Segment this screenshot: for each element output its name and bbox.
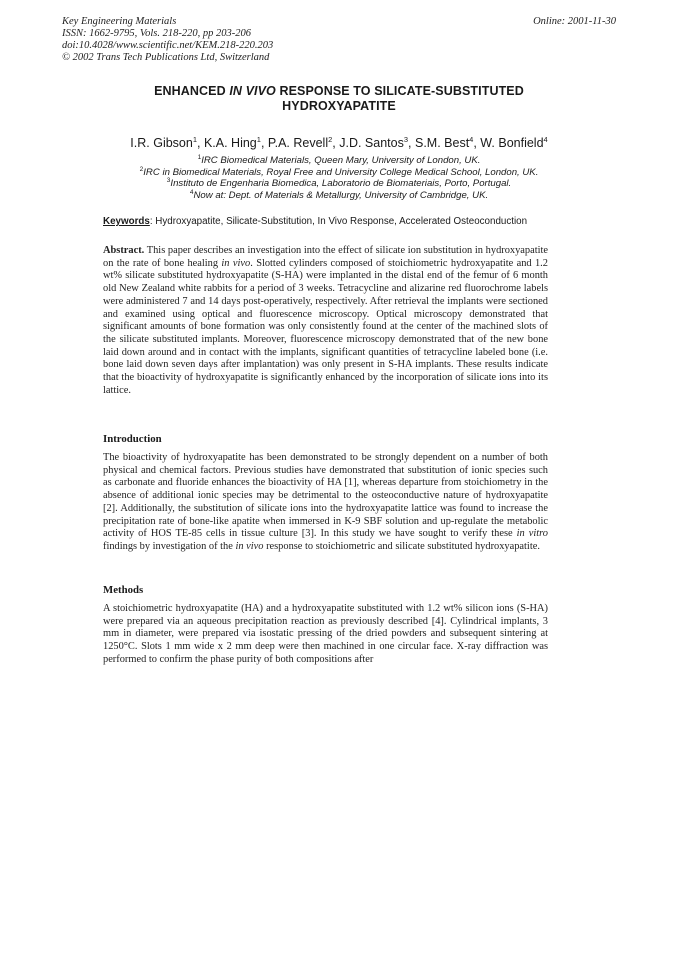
- affiliation: [60, 155, 618, 167]
- introduction-paragraph: [103, 452, 548, 554]
- copyright-line: © 2002 Trans Tech Publications Ltd, Switzerland: [62, 52, 270, 63]
- abstract-label: Abstract.: [103, 245, 145, 256]
- abstract-paragraph: [103, 245, 548, 397]
- affiliation-mark: 2: [139, 165, 144, 173]
- author-affil-mark: 1: [192, 134, 197, 144]
- author-list: [60, 136, 618, 150]
- author-affil-mark: 1: [256, 134, 261, 144]
- keywords-line: [103, 216, 527, 227]
- methods-paragraph: A stoichiometric hydroxyapatite (HA) and a hydroxyapatite substituted with 1.2 wt% silicon ions (S-HA) were prepared via an aqueous precipitation reaction as previously described [4]. Cylindrical implants, 3 mm in diameter, were prepared via isostatic pressing of the dried powders and subsequent sintering at 1250°C. Slots 1 mm wide x 2 mm deep were then machined in one circular face. X-ray diffraction was performed to confirm the phase purity of both compositions after: [103, 603, 548, 665]
- affiliation-mark: 4: [189, 188, 194, 196]
- journal-name: Key Engineering Materials: [62, 16, 177, 27]
- title-part2: RESPONSE TO SILICATE-SUBSTITUTED: [275, 84, 524, 98]
- author-name: S.M. Best: [414, 136, 470, 150]
- affiliation-text: IRC in Biomedical Materials, Royal Free and University College Medical School, London, UK.: [143, 166, 539, 178]
- affiliation: [60, 167, 618, 179]
- introduction-italic: in vivo: [235, 540, 264, 552]
- author-name: W. Bonfield: [480, 136, 544, 150]
- author-name: J.D. Santos: [339, 136, 404, 150]
- affiliation-text: Now at: Dept. of Materials & Metallurgy, University of Cambridge, UK.: [193, 189, 489, 201]
- keywords-label: Keywords: [103, 216, 150, 227]
- affiliation-list: [60, 155, 618, 201]
- affiliation: [60, 178, 618, 190]
- issn-line: ISSN: 1662-9795, Vols. 218-220, pp 203-206: [62, 28, 251, 39]
- abstract-text: . Slotted cylinders composed of stoichiometric hydroxyapatite and 1.2 wt% silicate substituted hydroxyapatite (S-HA) were implanted in the distal end of the femur of 6 month old New Zealand white rabbits for a period of 3 weeks. Tetracycline and alizarine red fluorochrome labels were administered 7 and 14 days post-operatively, respectively. After retrieval the implants were sectioned and examined using optical and fluorescence microscopy. Optical microscopy demonstrated that significant amounts of bone formation was only consistently found at the center of the machined slots of the silicate substituted implants. Moreover, fluorescence microscopy demonstrated that of the new bone laid down around and in contact with the implants, significant quantities of tetracycline labeled bone (i.e. bone laid down seven days after implantation) was only present in S-HA implants. These results indicate that the bioactivity of hydroxyapatite is significantly enhanced by the incorporation of silicate ions into its lattice.: [103, 257, 548, 396]
- author-separator: ,: [197, 136, 204, 150]
- keywords-text: Hydroxyapatite, Silicate-Substitution, In Vivo Response, Accelerated Osteoconduction: [152, 216, 528, 227]
- doi-line[interactable]: doi:10.4028/www.scientific.net/KEM.218-220.203: [62, 40, 274, 51]
- title-part1: ENHANCED: [154, 84, 230, 98]
- abstract-text: This paper describes an investigation into the effect of silicate ion substitution in hydroxyapatite on the rate of bone healing: [103, 245, 548, 269]
- paper-title: [80, 84, 598, 114]
- introduction-text: response to stoichiometric and silicate substituted hydroxyapatite.: [263, 540, 540, 552]
- title-line2: HYDROXYAPATITE: [282, 99, 396, 113]
- affiliation-text: Instituto de Engenharia Biomedica, Laboratorio de Biomateriais, Porto, Portugal.: [170, 178, 512, 190]
- author-affil-mark: 4: [469, 134, 474, 144]
- introduction-heading: Introduction: [103, 433, 162, 445]
- introduction-text: findings by investigation of the: [103, 540, 236, 552]
- online-date: Online: 2001-11-30: [533, 16, 616, 27]
- introduction-text: The bioactivity of hydroxyapatite has been demonstrated to be strongly dependent on a number of both physical and chemical factors. Previous studies have demonstrated that substitution of ionic species such as carbonate and fluoride enhances the bioactivity of HA [1], whereas departure from stoichiometry in the absence of additional ionic species may be detrimental to the osteoconductive nature of hydroxyapatite [2]. Additionally, the substitution of silicate ions into the hydroxyapatite lattice was found to increase the precipitation rate of bone-like apatite when immersed in K-9 SBF solution and up-regulate the metabolic activity of HOS TE-85 cells in tissue culture [3]. In this study we have sought to verify these: [103, 452, 548, 540]
- author-separator: ,: [260, 136, 268, 150]
- author-affil-mark: 3: [403, 134, 409, 144]
- keywords-colon: :: [149, 216, 153, 227]
- title-italic: IN VIVO: [229, 84, 276, 98]
- author-separator: ,: [473, 136, 481, 150]
- author-name: I.R. Gibson: [130, 136, 193, 150]
- methods-heading: Methods: [103, 584, 144, 596]
- author-affil-mark: 2: [328, 134, 333, 144]
- author-affil-mark: 4: [543, 134, 548, 144]
- affiliation: [60, 190, 618, 202]
- journal-header: [62, 16, 273, 64]
- affiliation-mark: 3: [166, 177, 171, 184]
- affiliation-mark: 1: [197, 153, 202, 161]
- introduction-italic: in vitro: [516, 528, 548, 540]
- affiliation-text: IRC Biomedical Materials, Queen Mary, University of London, UK.: [201, 155, 481, 166]
- author-name: P.A. Revell: [267, 136, 329, 150]
- author-separator: ,: [332, 136, 340, 150]
- author-name: K.A. Hing: [203, 136, 257, 150]
- abstract-italic: in vivo: [221, 257, 251, 269]
- author-separator: ,: [408, 136, 415, 150]
